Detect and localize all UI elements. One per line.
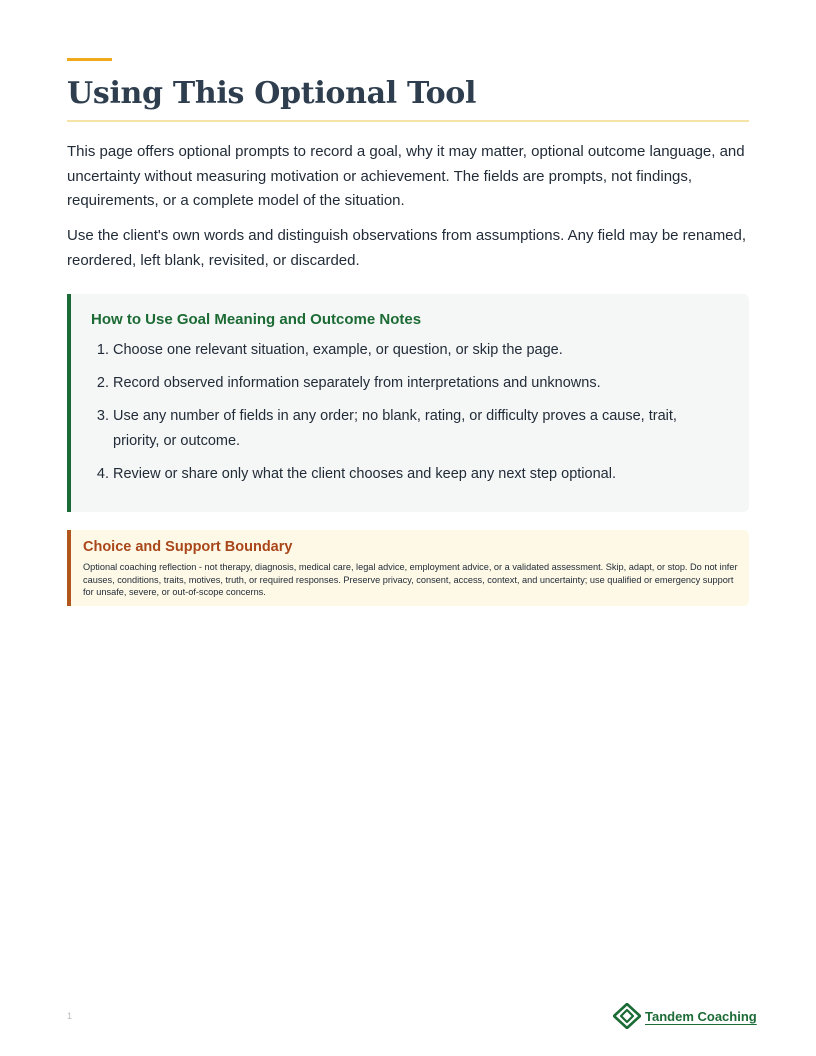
howto-title: How to Use Goal Meaning and Outcome Notes bbox=[91, 311, 422, 328]
list-item-number: 2. bbox=[96, 375, 109, 391]
intro-paragraph: Use the client's own words and distinguish observations from assumptions. Any field may be renamed, reordered, left blank, revisited, or discarded. bbox=[67, 227, 747, 269]
list-item-text: Use any number of fields in any order; no blank, rating, or difficulty proves a cause, trait, priority, or outcome. bbox=[113, 408, 677, 449]
title-accent-bar bbox=[67, 58, 112, 61]
list-item bbox=[91, 404, 721, 453]
page-number: 1 bbox=[67, 1011, 73, 1021]
page-title: Using This Optional Tool bbox=[67, 76, 477, 111]
list-item bbox=[91, 338, 721, 363]
howto-list bbox=[91, 338, 721, 495]
list-item bbox=[91, 371, 721, 396]
list-item-number: 3. bbox=[96, 408, 109, 424]
list-item-number: 1. bbox=[96, 342, 109, 358]
howto-card bbox=[67, 294, 749, 512]
list-item-text: Review or share only what the client chooses and keep any next step optional. bbox=[113, 465, 616, 482]
brand-name: Tandem Coaching bbox=[645, 1008, 757, 1024]
list-item bbox=[91, 462, 721, 487]
title-divider bbox=[67, 120, 749, 122]
boundary-text: Optional coaching reflection - not therapy, diagnosis, medical care, legal advice, employment advice, or a validated assessment. Skip, adapt, or stop. Do not infer causes, conditions, traits, motives, truth, or required responses. Preserve privacy, consent, access, context, and uncertainty; use qualified or emergency support for unsafe, severe, or out-of-scope concerns. bbox=[83, 562, 738, 597]
boundary-card bbox=[67, 530, 749, 606]
list-item-number: 4. bbox=[96, 465, 109, 482]
list-item-text: Choose one relevant situation, example, or question, or skip the page. bbox=[113, 342, 563, 358]
brand-logo bbox=[613, 1003, 757, 1029]
list-item-text: Record observed information separately from interpretations and unknowns. bbox=[113, 375, 601, 391]
boundary-title: Choice and Support Boundary bbox=[83, 539, 293, 555]
intro-paragraph: This page offers optional prompts to record a goal, why it may matter, optional outcome language, and uncertainty without measuring motivation or achievement. The fields are prompts, not findings, requirements, or a complete model of the situation. bbox=[67, 143, 745, 209]
tandem-diamond-icon bbox=[613, 1003, 641, 1029]
